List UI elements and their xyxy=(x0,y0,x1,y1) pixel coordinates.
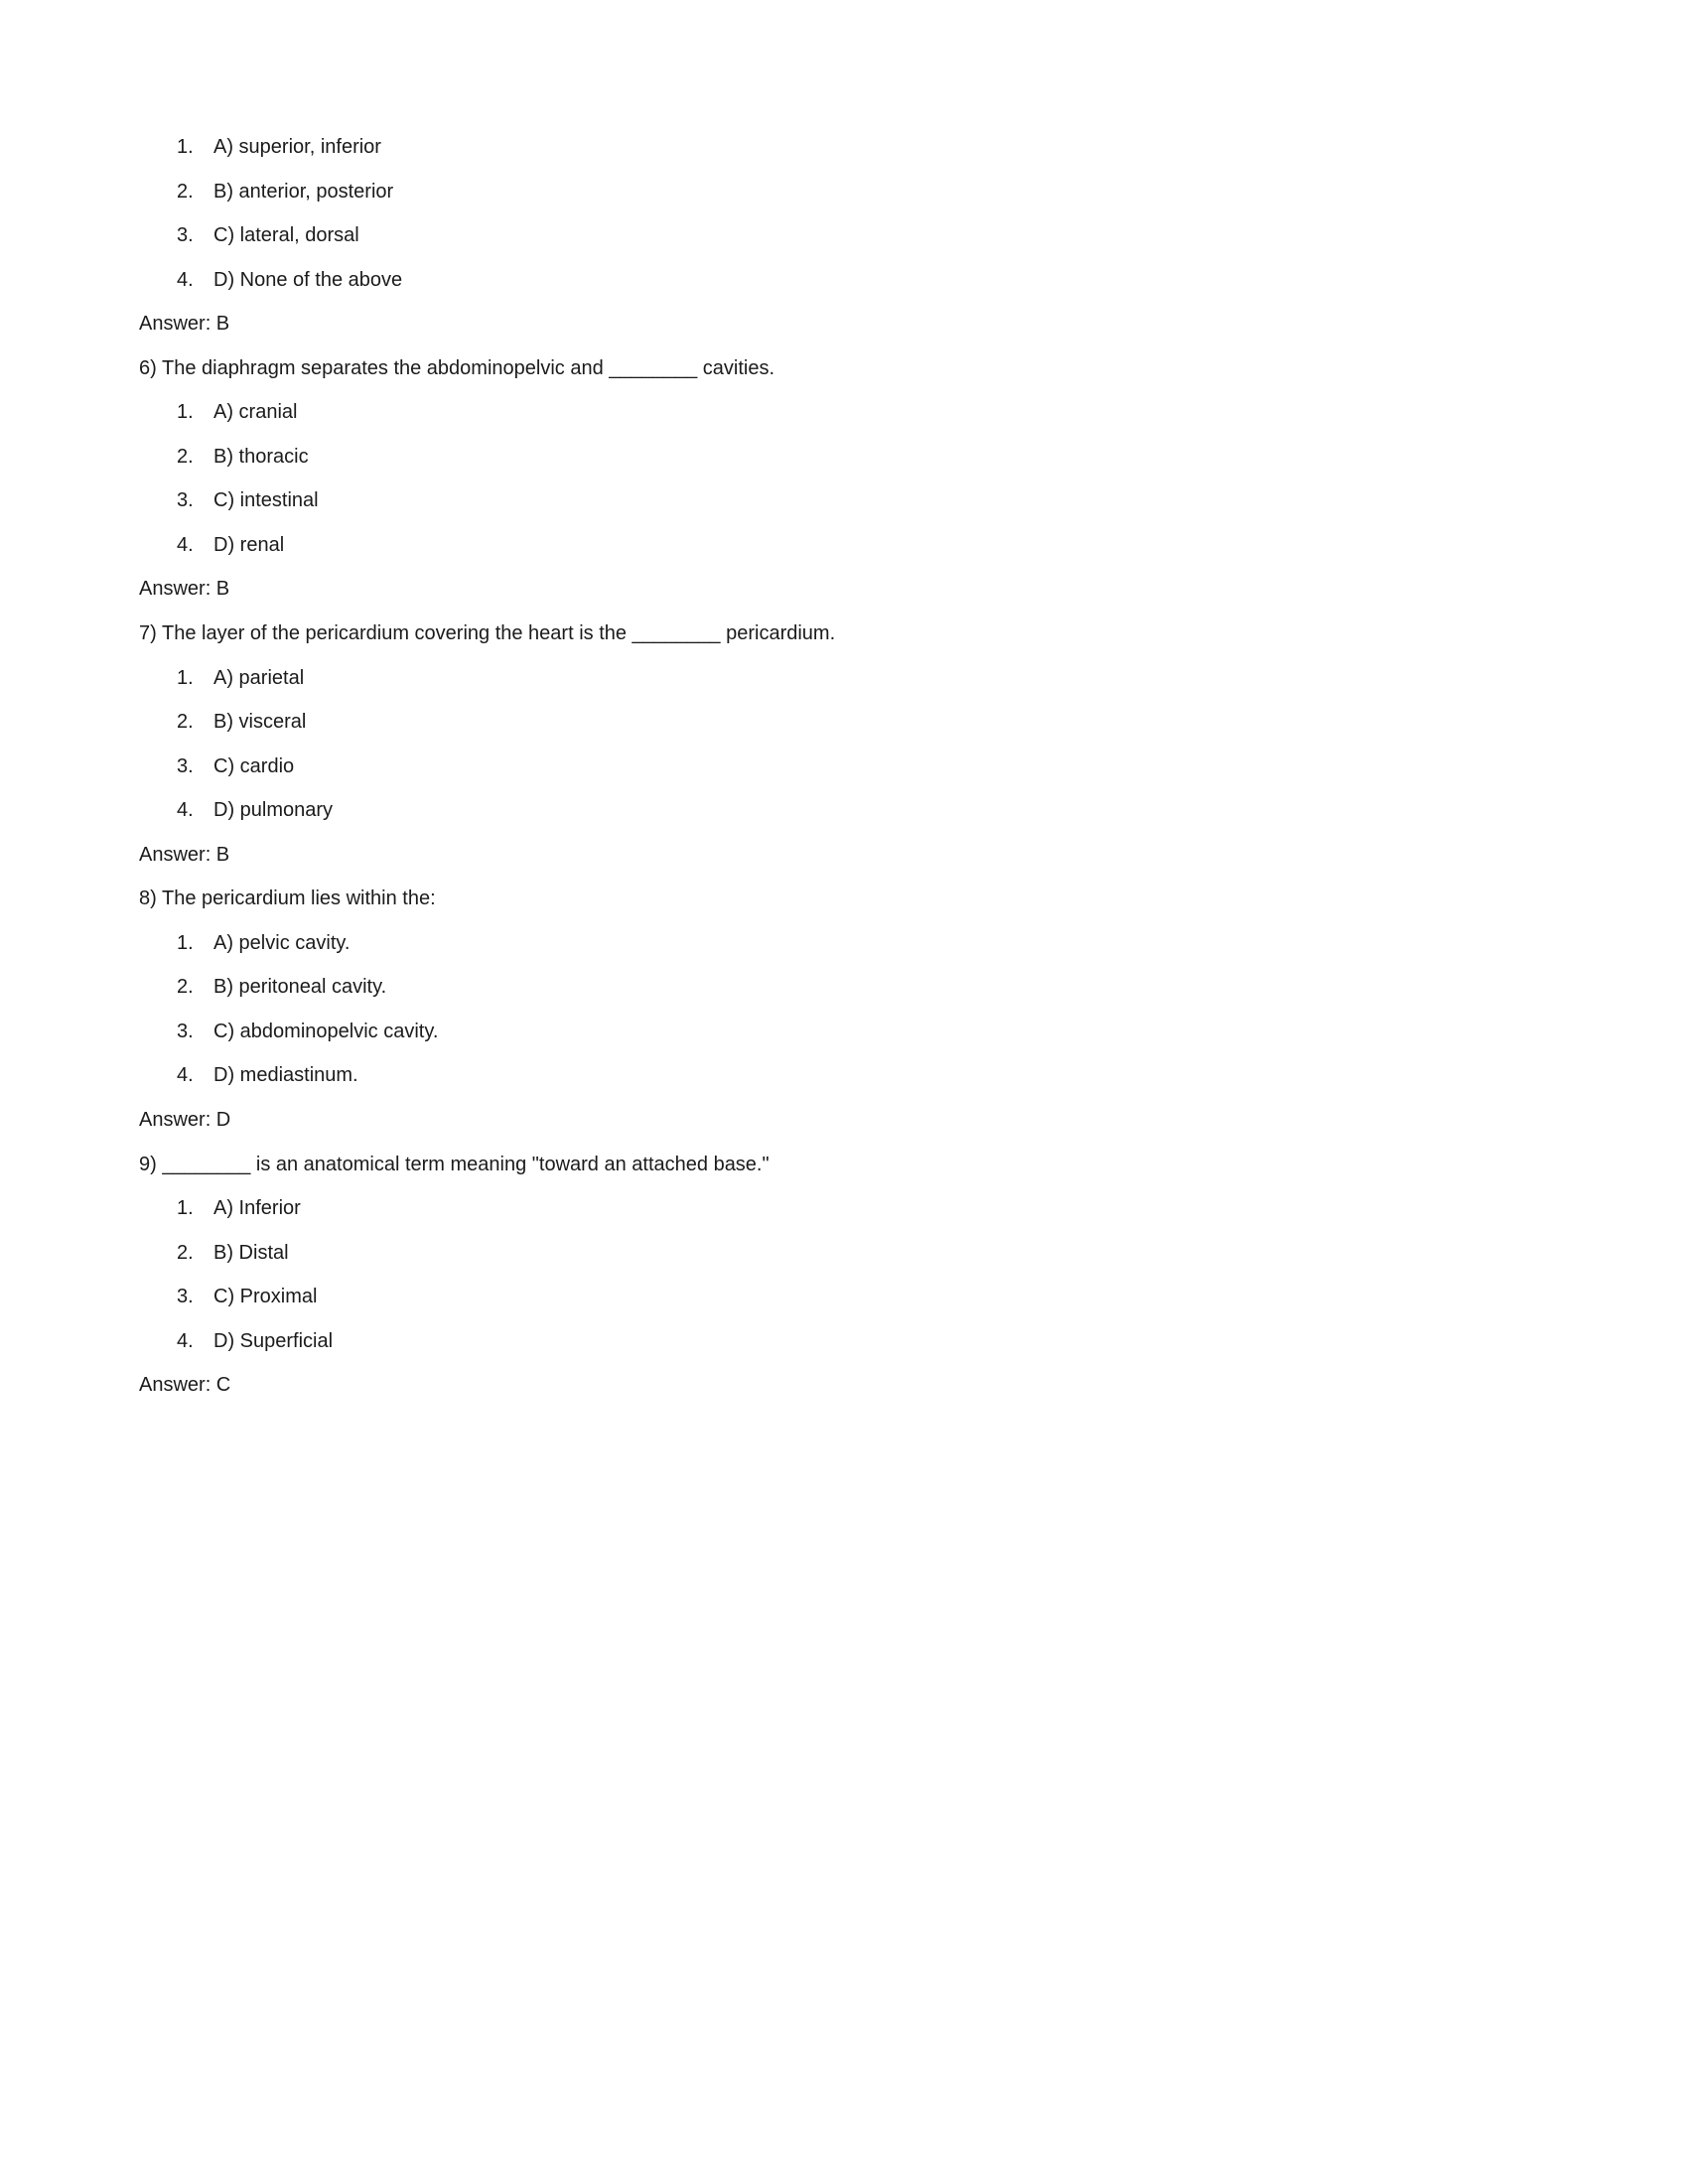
option-label: B) visceral xyxy=(213,711,307,734)
option-label: D) pulmonary xyxy=(213,799,334,822)
option-item xyxy=(0,1010,1688,1054)
option-label: A) parietal xyxy=(213,666,305,689)
option-item xyxy=(0,125,1688,170)
question-text: 6) The diaphragm separates the abdominopelvic and ________ cavities. xyxy=(139,356,775,379)
option-item xyxy=(0,213,1688,258)
option-number: 1. xyxy=(177,136,194,158)
answer-text: Answer: B xyxy=(139,843,230,866)
option-label: D) Superficial xyxy=(213,1329,334,1352)
option-number: 4. xyxy=(177,1329,194,1352)
option-item xyxy=(0,1319,1688,1364)
option-item xyxy=(0,700,1688,745)
option-number: 4. xyxy=(177,1064,194,1087)
option-label: C) cardio xyxy=(213,754,295,777)
option-label: A) superior, inferior xyxy=(213,136,381,158)
option-item xyxy=(0,656,1688,701)
option-label: D) None of the above xyxy=(213,268,403,291)
option-number: 2. xyxy=(177,445,194,468)
option-item xyxy=(0,965,1688,1010)
option-label: C) abdominopelvic cavity. xyxy=(213,1020,439,1042)
option-number: 4. xyxy=(177,268,194,291)
option-label: D) renal xyxy=(213,533,285,556)
question-text: 8) The pericardium lies within the: xyxy=(139,887,436,910)
option-label: A) cranial xyxy=(213,401,298,424)
option-item xyxy=(0,1053,1688,1098)
option-label: C) intestinal xyxy=(213,489,319,512)
option-label: B) peritoneal cavity. xyxy=(213,976,387,999)
option-number: 2. xyxy=(177,976,194,999)
option-number: 4. xyxy=(177,799,194,822)
option-label: D) mediastinum. xyxy=(213,1064,358,1087)
option-number: 1. xyxy=(177,666,194,689)
option-item xyxy=(0,921,1688,966)
option-number: 3. xyxy=(177,224,194,247)
option-number: 4. xyxy=(177,533,194,556)
answer-text: Answer: B xyxy=(139,578,230,601)
option-number: 3. xyxy=(177,754,194,777)
option-item xyxy=(0,170,1688,214)
option-label: C) Proximal xyxy=(213,1286,318,1308)
answer-text: Answer: D xyxy=(139,1109,231,1132)
option-number: 3. xyxy=(177,1286,194,1308)
option-label: A) pelvic cavity. xyxy=(213,931,351,954)
option-label: B) Distal xyxy=(213,1241,289,1264)
option-label: B) thoracic xyxy=(213,445,309,468)
option-item xyxy=(0,1231,1688,1276)
option-number: 2. xyxy=(177,711,194,734)
option-number: 2. xyxy=(177,1241,194,1264)
option-number: 3. xyxy=(177,489,194,512)
option-label: B) anterior, posterior xyxy=(213,180,394,203)
option-item xyxy=(0,1275,1688,1319)
option-item xyxy=(0,523,1688,568)
option-item xyxy=(0,1186,1688,1231)
option-item xyxy=(0,478,1688,523)
answer-text: Answer: B xyxy=(139,313,230,336)
question-text: 9) ________ is an anatomical term meaning "toward an attached base." xyxy=(139,1153,770,1175)
option-number: 3. xyxy=(177,1020,194,1042)
option-label: C) lateral, dorsal xyxy=(213,224,359,247)
option-number: 2. xyxy=(177,180,194,203)
option-number: 1. xyxy=(177,931,194,954)
option-item xyxy=(0,788,1688,833)
answer-text: Answer: C xyxy=(139,1374,231,1397)
option-number: 1. xyxy=(177,401,194,424)
option-number: 1. xyxy=(177,1197,194,1220)
option-item xyxy=(0,390,1688,435)
option-item xyxy=(0,258,1688,303)
option-item xyxy=(0,745,1688,789)
option-label: A) Inferior xyxy=(213,1197,301,1220)
option-item xyxy=(0,435,1688,479)
question-text: 7) The layer of the pericardium covering the heart is the ________ pericardium. xyxy=(139,622,836,645)
